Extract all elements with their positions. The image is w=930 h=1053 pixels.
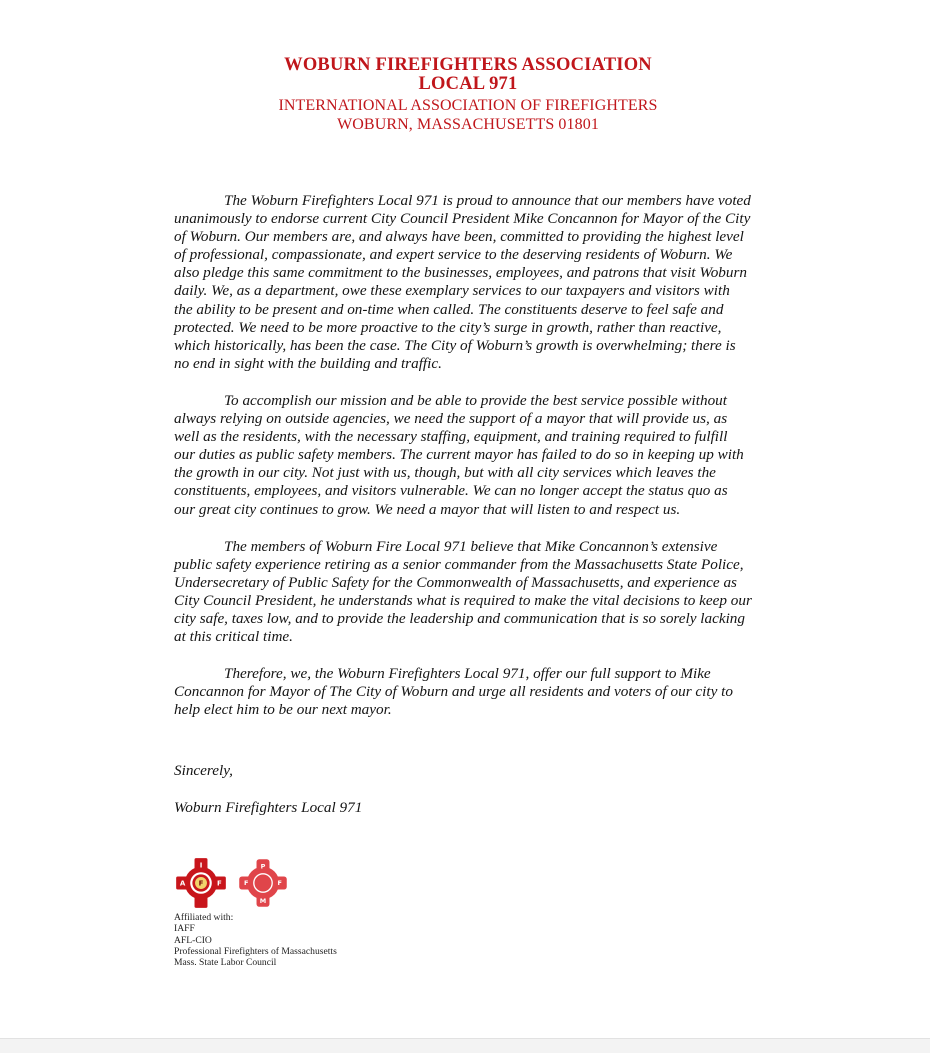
iaff-letter-left: A [179,878,186,888]
paragraph-support: Therefore, we, the Woburn Firefighters Local 971, offer our full support to Mike Concannon for Mayor of The City of Woburn and urge all residents and voters of our city to help elect him to be our next mayor. [174,665,733,719]
paragraph-experience: The members of Woburn Fire Local 971 believe that Mike Concannon’s extensive public safety experience retiring as a senior commander from the Massachusetts State Police, Undersecretary of Public Safety for the Commonwealth of Massachusetts, and experience as City Council President, he understands what is required to make the vital decisions to keep our city safe, taxes low, and to provide the leadership and communication that is so sorely lacking at this critical time. [174,537,752,646]
iaff-letter-center: F [198,878,204,888]
pffm-letter-bottom: M [259,896,267,905]
iaff-letter-top: I [199,860,203,870]
paragraph-announcement: The Woburn Firefighters Local 971 is proud to announce that our members have voted unanimously to endorse current City Council President Mike Concannon for Mayor of the City of Woburn. Our members are, and always have been, committed to providing the highest level of professional, compassionate, and expert service to the deserving residents of Woburn. We also pledge this same commitment to the businesses, employees, and patrons that visit Woburn daily. We, as a department, owe these exemplary services to our taxpayers and visitors with the ability to be present and on-time when called. The constituents deserve to feel safe and protected. We need to be more proactive to the city’s surge in growth, rather than reactive, which historically, has been the case. The City of Woburn’s growth is overwhelming; there is no end in sight with the building and traffic. [174,192,751,372]
association-name: WOBURN FIREFIGHTERS ASSOCIATION [284,55,652,75]
city-address: WOBURN, MASSACHUSETTS 01801 [337,116,599,133]
union-logos [174,855,290,911]
letter-body [174,192,752,738]
affiliation-item: AFL-CIO [174,934,212,946]
affiliations-heading: Affiliated with: [174,912,234,923]
pffm-emblem-icon [236,856,290,910]
page-bottom-edge [0,1038,930,1053]
local-number: LOCAL 971 [418,74,518,94]
affiliation-item: Professional Firefighters of Massachusetts [174,945,337,957]
letterhead [0,56,930,134]
pffm-letter-right: F [277,879,282,888]
iaff-emblem-icon [174,856,228,910]
international-association: INTERNATIONAL ASSOCIATION OF FIREFIGHTERS [278,97,658,114]
closing: Sincerely, [174,762,233,779]
affiliations-list [174,912,337,968]
affiliation-item: Mass. State Labor Council [174,957,277,969]
pffm-letter-left: F [244,879,249,888]
paragraph-mission: To accomplish our mission and be able to provide the best service possible without always relying on outside agencies, we need the support of a mayor that will provide us, as well as the residents, with the necessary staffing, equipment, and training required to fulfill our duties as public safety members. The current mayor has failed to do so in keeping up with the growth in our city. Not just with us, though, but with all city services which leaves the constituents, employees, and visitors vulnerable. We can no longer accept the status quo as our great city continues to grow. We need a mayor that will listen to and respect us. [174,391,744,518]
pffm-letter-top: P [260,862,266,871]
affiliation-item: IAFF [174,923,195,935]
signature: Woburn Firefighters Local 971 [174,799,363,816]
iaff-letter-right: F [216,878,222,888]
